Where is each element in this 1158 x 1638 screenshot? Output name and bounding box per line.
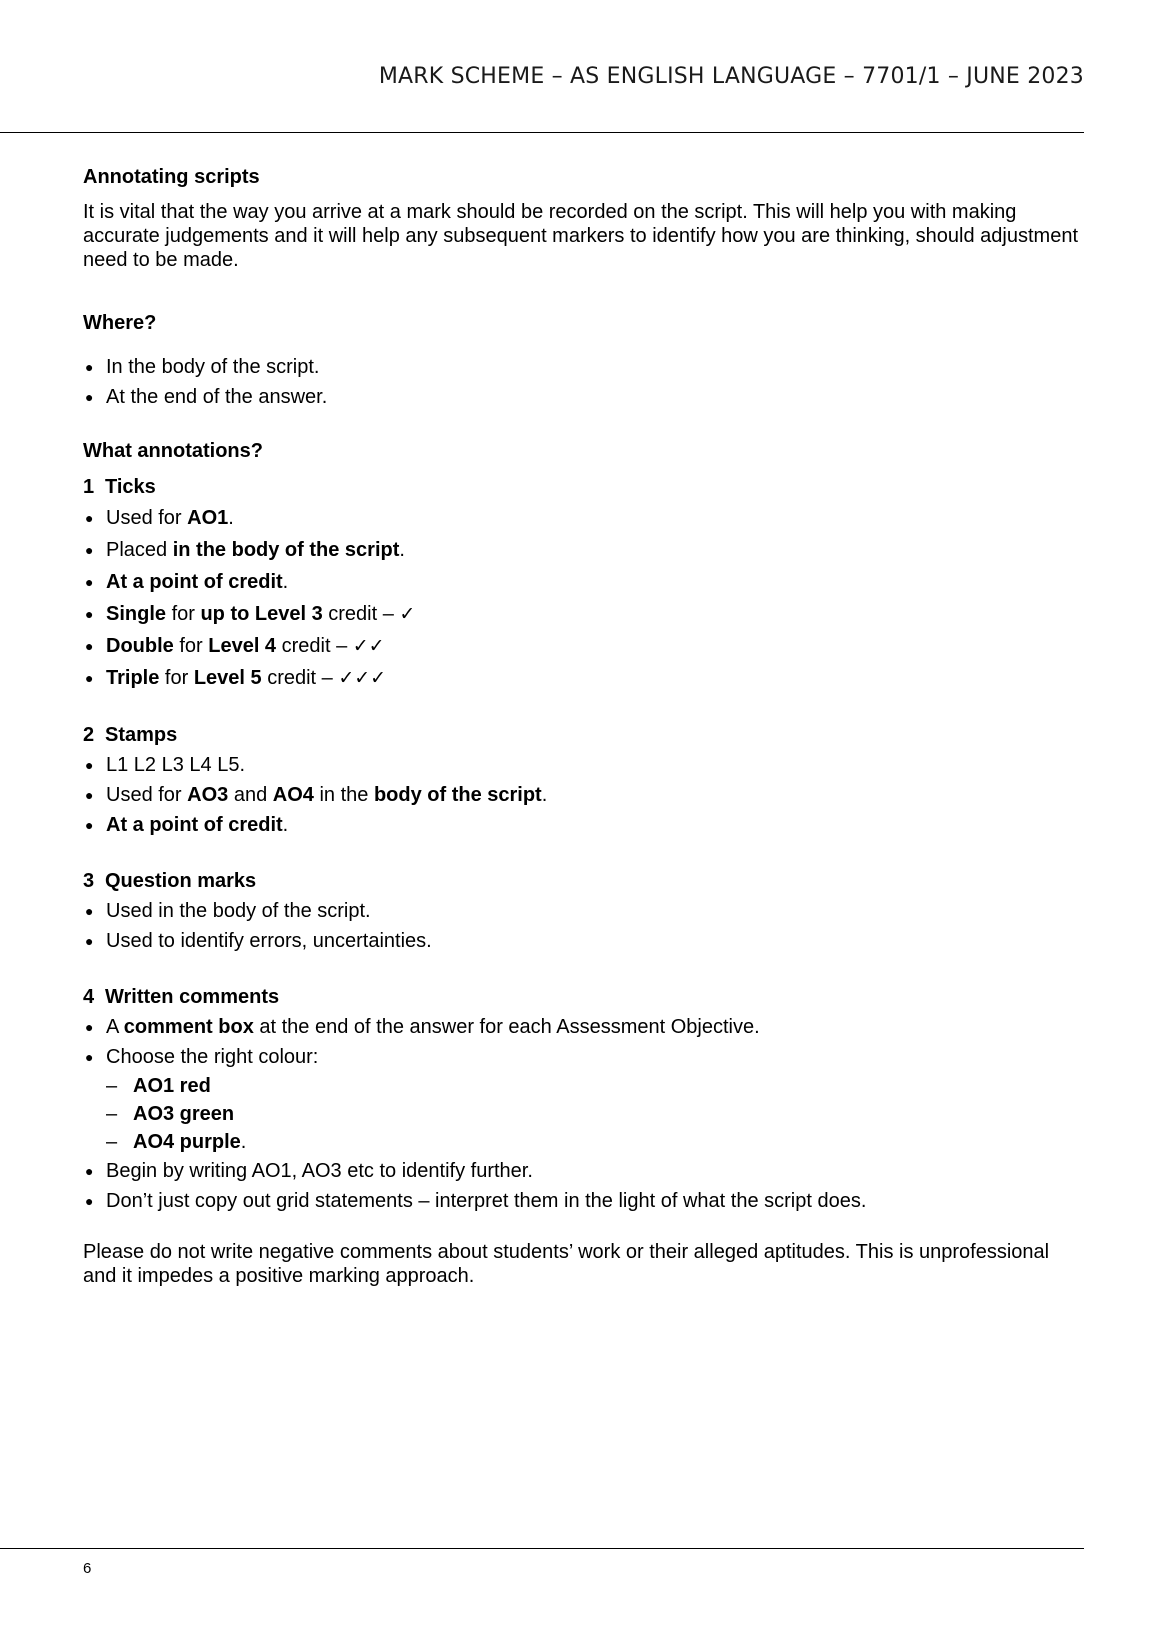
list-item: ● Don’t just copy out grid statements – interpret them in the light of what the script does. <box>83 1186 1083 1216</box>
bullet-icon: ● <box>85 574 94 590</box>
bullet-icon: ● <box>85 757 94 773</box>
stamps-list <box>83 750 1083 840</box>
bullet-icon: ● <box>85 389 94 405</box>
annotating-scripts-heading: Annotating scripts <box>83 166 260 188</box>
bullet-icon: ● <box>85 1049 94 1065</box>
list-item: ● Used for AO3 and AO4 in the body of the script. <box>83 780 1083 810</box>
colour-list <box>106 1072 1083 1156</box>
dash-icon: – <box>106 1103 118 1125</box>
what-annotations-heading: What annotations? <box>83 440 263 462</box>
bullet-icon: ● <box>85 359 94 375</box>
list-item: ● Used in the body of the script. <box>83 896 1083 926</box>
list-item: ● Used to identify errors, uncertainties. <box>83 926 1083 956</box>
colour-item: – AO1 red <box>106 1072 1083 1100</box>
list-item: ● Choose the right colour: – AO1 red – AO3 green – AO4 purple. <box>83 1042 1083 1156</box>
bullet-icon: ● <box>85 933 94 949</box>
bullet-icon: ● <box>85 1019 94 1035</box>
list-item: ● Double for Level 4 credit – ✓✓ <box>83 630 1083 662</box>
single-tick-icon: ✓ <box>399 603 416 625</box>
bullet-icon: ● <box>85 817 94 833</box>
ticks-list <box>83 502 1083 694</box>
list-item: ● At a point of credit. <box>83 566 1083 598</box>
page-content <box>83 164 1083 1288</box>
list-item: ● At a point of credit. <box>83 810 1083 840</box>
closing-paragraph: Please do not write negative comments about students’ work or their alleged aptitudes. This is unprofessional and it impedes a positive marking approach. <box>83 1241 1050 1287</box>
bullet-icon: ● <box>85 1193 94 1209</box>
intro-paragraph: It is vital that the way you arrive at a mark should be recorded on the script. This will help you with making accurate judgements and it will help any subsequent markers to identify how you are thinking, should adjustment need to be made. <box>83 201 1079 271</box>
bullet-icon: ● <box>85 1163 94 1179</box>
dash-icon: – <box>106 1075 118 1097</box>
footer-divider <box>0 1548 1084 1549</box>
list-item: ● At the end of the answer. <box>83 382 1083 412</box>
list-item: ● A comment box at the end of the answer for each Assessment Objective. <box>83 1012 1083 1042</box>
dash-icon: – <box>106 1131 118 1153</box>
list-item: ● Begin by writing AO1, AO3 etc to identify further. <box>83 1156 1083 1186</box>
question-marks-list <box>83 896 1083 956</box>
document-header-title: MARK SCHEME – AS ENGLISH LANGUAGE – 7701/1 – JUNE 2023 <box>378 64 1084 89</box>
bullet-icon: ● <box>85 670 94 686</box>
list-item: ● Used for AO1. <box>83 502 1083 534</box>
bullet-icon: ● <box>85 787 94 803</box>
list-item: ● Single for up to Level 3 credit – ✓ <box>83 598 1083 630</box>
colour-item: – AO4 purple. <box>106 1128 1083 1156</box>
bullet-icon: ● <box>85 542 94 558</box>
page-number: 6 <box>83 1560 92 1577</box>
header-divider <box>0 132 1084 133</box>
written-comments-heading: 4 Written comments <box>83 986 280 1008</box>
bullet-icon: ● <box>85 606 94 622</box>
bullet-icon: ● <box>85 638 94 654</box>
where-heading: Where? <box>83 312 157 334</box>
bullet-icon: ● <box>85 510 94 526</box>
colour-item: – AO3 green <box>106 1100 1083 1128</box>
question-marks-heading: 3 Question marks <box>83 870 257 892</box>
double-tick-icon: ✓✓ <box>352 635 385 657</box>
ticks-heading: 1 Ticks <box>83 476 156 498</box>
list-item: ● In the body of the script. <box>83 352 1083 382</box>
list-item: ● L1 L2 L3 L4 L5. <box>83 750 1083 780</box>
where-list <box>83 352 1083 412</box>
written-comments-list <box>83 1012 1083 1216</box>
triple-tick-icon: ✓✓✓ <box>338 667 387 689</box>
list-item: ● Triple for Level 5 credit – ✓✓✓ <box>83 662 1083 694</box>
bullet-icon: ● <box>85 903 94 919</box>
list-item: ● Placed in the body of the script. <box>83 534 1083 566</box>
stamps-heading: 2 Stamps <box>83 724 178 746</box>
